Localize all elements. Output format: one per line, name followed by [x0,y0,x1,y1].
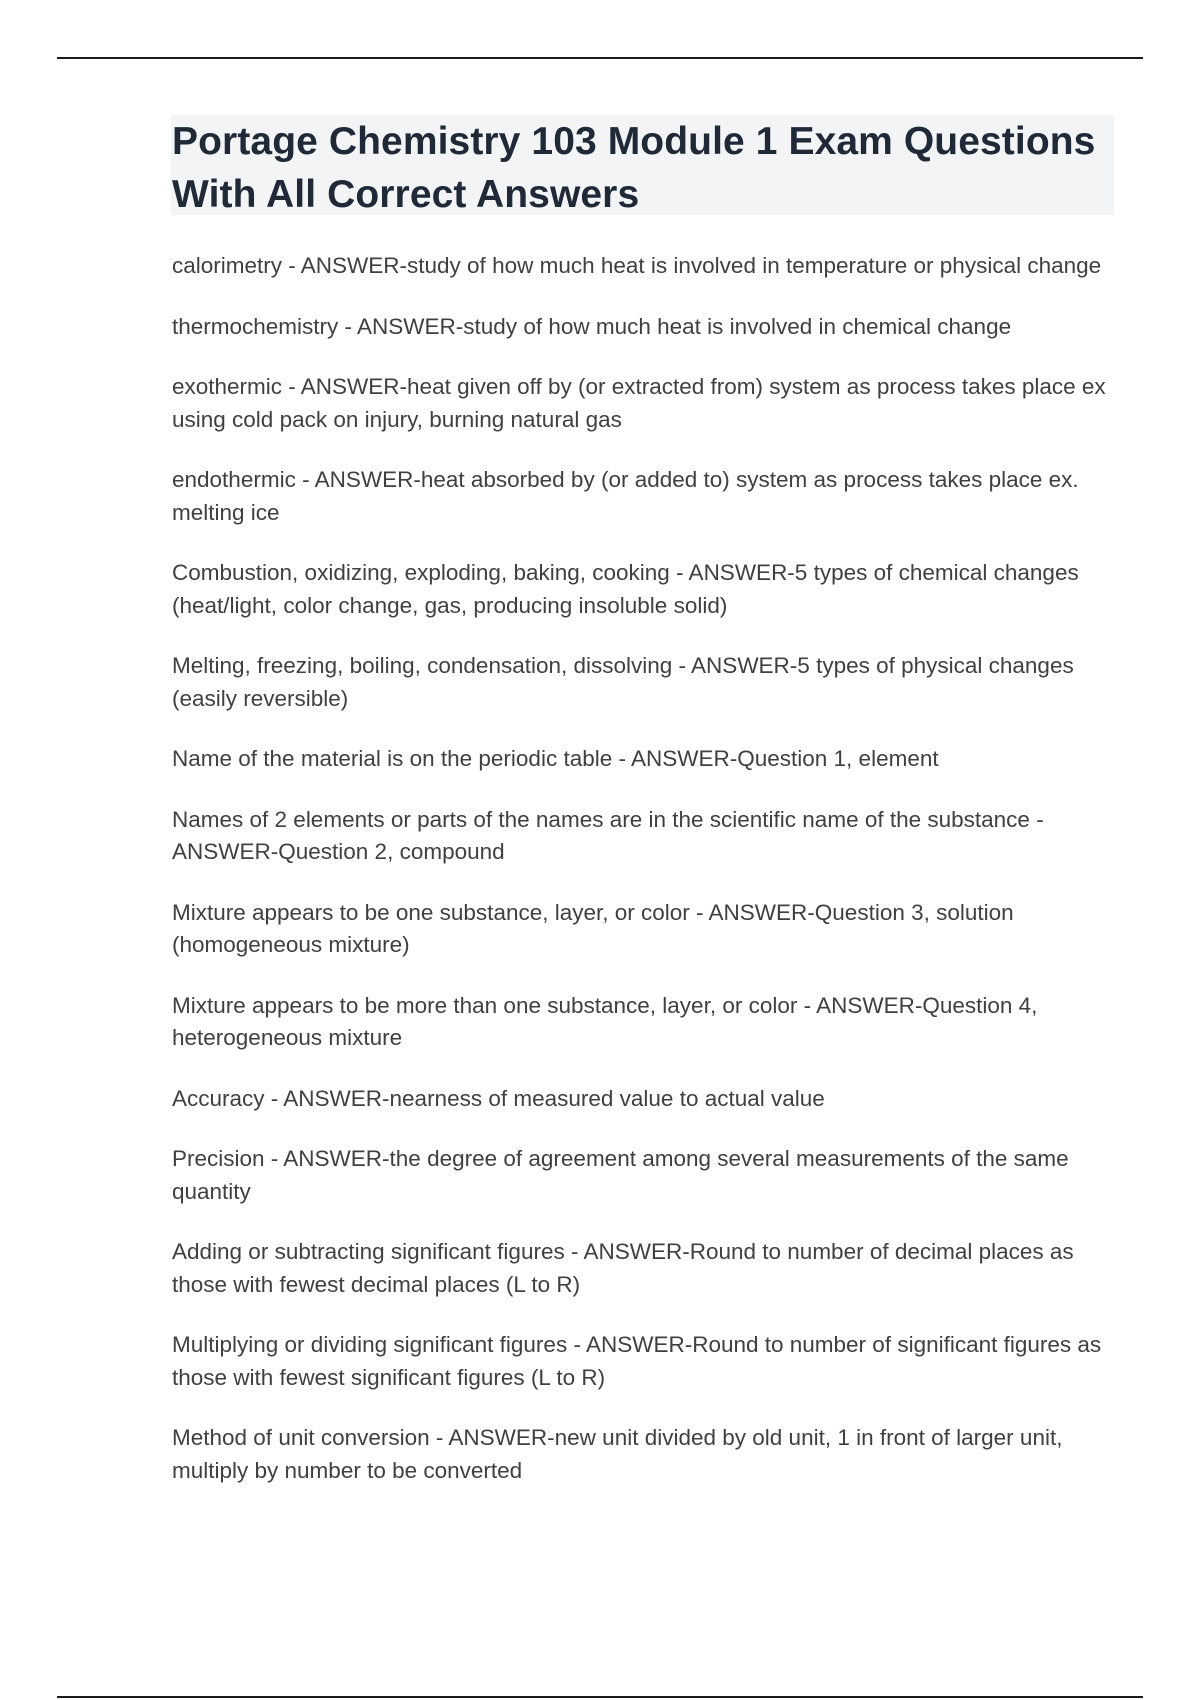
qa-entry: Mixture appears to be one substance, layer, or color - ANSWER-Question 3, solution (homogeneous mixture) [172,899,1014,957]
qa-entry: Multiplying or dividing significant figures - ANSWER-Round to number of significant figures as those with fewest significant figures (L to R) [172,1332,1102,1390]
qa-entry: Accuracy - ANSWER-nearness of measured value to actual value [172,1085,825,1111]
qa-entry: calorimetry - ANSWER-study of how much heat is involved in temperature or physical change [172,253,1102,278]
qa-entry: Combustion, oxidizing, exploding, baking, cooking - ANSWER-5 types of chemical changes (heat/light, color change, gas, producing insoluble solid) [172,560,1079,618]
qa-entry: Method of unit conversion - ANSWER-new unit divided by old unit, 1 in front of larger unit, multiply by number to be converted [172,1425,1063,1483]
qa-entry: Precision - ANSWER-the degree of agreement among several measurements of the same quantity [172,1146,1069,1204]
top-rule [57,57,1143,59]
qa-entry: Name of the material is on the periodic table - ANSWER-Question 1, element [172,746,939,771]
qa-list [172,250,1122,1515]
qa-entry: thermochemistry - ANSWER-study of how much heat is involved in chemical change [172,313,1012,339]
qa-entry: Adding or subtracting significant figures - ANSWER-Round to number of decimal places as those with fewest decimal places (L to R) [172,1239,1074,1297]
qa-entry: Mixture appears to be more than one substance, layer, or color - ANSWER-Question 4, heterogeneous mixture [172,992,1038,1050]
title-block [171,115,1114,215]
qa-entry: exothermic - ANSWER-heat given off by (or extracted from) system as process takes place ex using cold pack on injury, burning natural gas [172,374,1106,432]
bottom-rule [57,1696,1143,1698]
page-title: Portage Chemistry 103 Module 1 Exam Questions With All Correct Answers [172,120,1096,216]
qa-entry: Melting, freezing, boiling, condensation, dissolving - ANSWER-5 types of physical changes (easily reversible) [172,653,1074,711]
qa-entry: Names of 2 elements or parts of the names are in the scientific name of the substance - ANSWER-Question 2, compound [172,806,1044,864]
qa-entry: endothermic - ANSWER-heat absorbed by (or added to) system as process takes place ex. melting ice [172,467,1079,525]
